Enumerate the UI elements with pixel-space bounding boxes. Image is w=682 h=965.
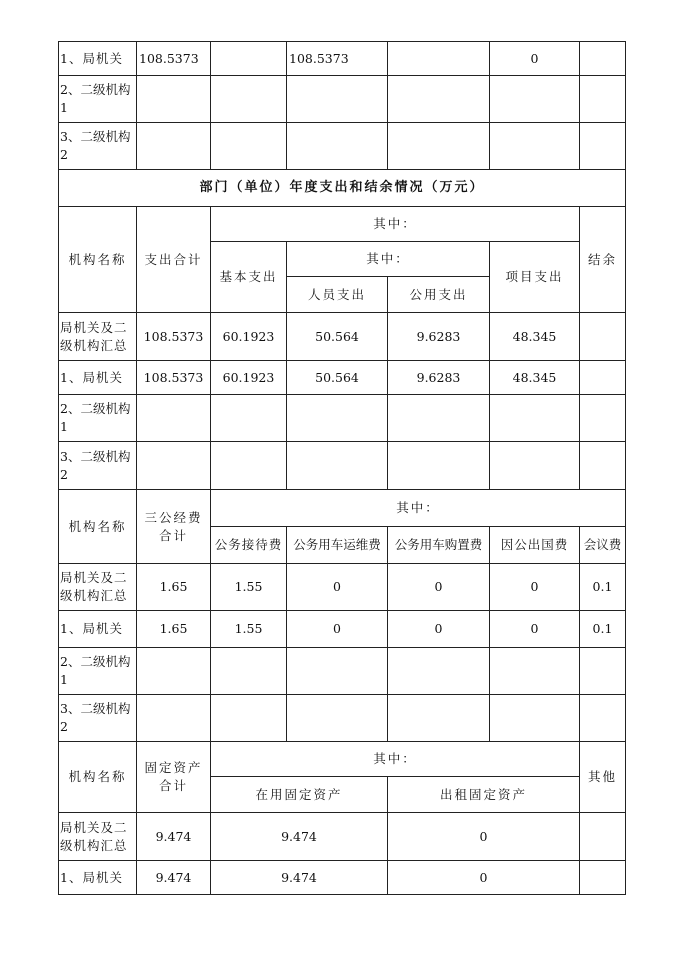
- org-name-cell: 1、局机关: [59, 42, 137, 76]
- header-other: 其他: [580, 742, 626, 813]
- section-title-row: [59, 170, 626, 207]
- value-cell: 108.5373: [137, 361, 211, 395]
- header-assets-rented: 出租固定资产: [388, 777, 580, 813]
- value-cell: 60.1923: [211, 361, 287, 395]
- table-row: [59, 42, 626, 76]
- table-row: [59, 395, 626, 442]
- value-cell: [211, 76, 287, 123]
- org-name-cell: 3、二级机构2: [59, 695, 137, 742]
- value-cell: [580, 123, 626, 170]
- value-cell: 50.564: [287, 361, 388, 395]
- header-car-maintenance: 公务用车运维费: [287, 527, 388, 564]
- org-name-cell: 局机关及二级机构汇总: [59, 813, 137, 861]
- value-cell: 108.5373: [287, 42, 388, 76]
- header-org-name: 机构名称: [59, 490, 137, 564]
- value-cell: [211, 123, 287, 170]
- value-cell: [211, 442, 287, 490]
- value-cell: [388, 76, 490, 123]
- value-cell: 1.55: [211, 611, 287, 648]
- org-name-cell: 3、二级机构2: [59, 123, 137, 170]
- value-cell: 0: [287, 611, 388, 648]
- value-cell: 0: [388, 564, 490, 611]
- value-cell: [580, 395, 626, 442]
- value-cell: 9.474: [137, 813, 211, 861]
- header-row: [59, 490, 626, 527]
- value-cell: [490, 123, 580, 170]
- value-cell: [137, 695, 211, 742]
- value-cell: [580, 695, 626, 742]
- header-abroad: 因公出国费: [490, 527, 580, 564]
- value-cell: [490, 695, 580, 742]
- value-cell: 0.1: [580, 564, 626, 611]
- header-three-public-total: 三公经费合计: [137, 490, 211, 564]
- value-cell: 108.5373: [137, 313, 211, 361]
- value-cell: [490, 76, 580, 123]
- value-cell: 9.474: [137, 861, 211, 895]
- table-row: [59, 611, 626, 648]
- value-cell: 1.55: [211, 564, 287, 611]
- org-name-cell: 2、二级机构1: [59, 395, 137, 442]
- value-cell: 0: [287, 564, 388, 611]
- header-personnel-expense: 人员支出: [287, 277, 388, 313]
- value-cell: [388, 648, 490, 695]
- value-cell: [211, 395, 287, 442]
- value-cell: 48.345: [490, 313, 580, 361]
- value-cell: [388, 695, 490, 742]
- value-cell: 1.65: [137, 564, 211, 611]
- header-org-name: 机构名称: [59, 207, 137, 313]
- header-among-basic: 其中：: [287, 242, 490, 277]
- value-cell: [287, 123, 388, 170]
- value-cell: [211, 42, 287, 76]
- header-public-expense: 公用支出: [388, 277, 490, 313]
- value-cell: 9.474: [211, 813, 388, 861]
- table-row: [59, 313, 626, 361]
- value-cell: [287, 648, 388, 695]
- value-cell: [137, 648, 211, 695]
- table-row: [59, 123, 626, 170]
- value-cell: [490, 442, 580, 490]
- value-cell: 0.1: [580, 611, 626, 648]
- value-cell: [580, 42, 626, 76]
- header-project-expense: 项目支出: [490, 242, 580, 313]
- value-cell: 9.6283: [388, 361, 490, 395]
- value-cell: [490, 648, 580, 695]
- table-row: [59, 76, 626, 123]
- value-cell: [287, 695, 388, 742]
- value-cell: [388, 42, 490, 76]
- value-cell: 48.345: [490, 361, 580, 395]
- value-cell: [137, 442, 211, 490]
- value-cell: [137, 123, 211, 170]
- value-cell: [580, 861, 626, 895]
- org-name-cell: 局机关及二级机构汇总: [59, 313, 137, 361]
- value-cell: [580, 813, 626, 861]
- value-cell: [287, 395, 388, 442]
- value-cell: [388, 442, 490, 490]
- header-assets-in-use: 在用固定资产: [211, 777, 388, 813]
- value-cell: 60.1923: [211, 313, 287, 361]
- value-cell: 108.5373: [137, 42, 211, 76]
- header-org-name: 机构名称: [59, 742, 137, 813]
- org-name-cell: 局机关及二级机构汇总: [59, 564, 137, 611]
- value-cell: [388, 123, 490, 170]
- header-basic-expense: 基本支出: [211, 242, 287, 313]
- value-cell: [580, 648, 626, 695]
- value-cell: [580, 442, 626, 490]
- value-cell: [580, 313, 626, 361]
- table-row: [59, 361, 626, 395]
- value-cell: [490, 395, 580, 442]
- value-cell: [137, 395, 211, 442]
- value-cell: 9.6283: [388, 313, 490, 361]
- org-name-cell: 3、二级机构2: [59, 442, 137, 490]
- org-name-cell: 1、局机关: [59, 361, 137, 395]
- value-cell: 0: [490, 42, 580, 76]
- header-asset-total: 固定资产合计: [137, 742, 211, 813]
- header-car-purchase: 公务用车购置费: [388, 527, 490, 564]
- org-name-cell: 2、二级机构1: [59, 648, 137, 695]
- value-cell: 0: [388, 861, 580, 895]
- value-cell: 0: [388, 813, 580, 861]
- value-cell: [580, 361, 626, 395]
- value-cell: [211, 695, 287, 742]
- header-expense-total: 支出合计: [137, 207, 211, 313]
- value-cell: [287, 442, 388, 490]
- value-cell: [287, 76, 388, 123]
- org-name-cell: 1、局机关: [59, 861, 137, 895]
- value-cell: 50.564: [287, 313, 388, 361]
- header-among: 其中：: [211, 490, 626, 527]
- value-cell: 0: [490, 564, 580, 611]
- table-row: [59, 564, 626, 611]
- value-cell: 9.474: [211, 861, 388, 895]
- value-cell: [211, 648, 287, 695]
- value-cell: [580, 76, 626, 123]
- header-among: 其中：: [211, 742, 580, 777]
- table-row: [59, 442, 626, 490]
- table-row: [59, 695, 626, 742]
- finance-table: [58, 41, 626, 895]
- header-row: [59, 207, 626, 242]
- header-row: [59, 742, 626, 777]
- value-cell: 1.65: [137, 611, 211, 648]
- section-title: 部门（单位）年度支出和结余情况（万元）: [59, 170, 626, 207]
- header-balance: 结余: [580, 207, 626, 313]
- value-cell: 0: [388, 611, 490, 648]
- org-name-cell: 2、二级机构1: [59, 76, 137, 123]
- table-row: [59, 648, 626, 695]
- header-meeting: 会议费: [580, 527, 626, 564]
- header-among: 其中：: [211, 207, 580, 242]
- org-name-cell: 1、局机关: [59, 611, 137, 648]
- table-row: [59, 813, 626, 861]
- value-cell: [137, 76, 211, 123]
- value-cell: [388, 395, 490, 442]
- value-cell: 0: [490, 611, 580, 648]
- header-reception: 公务接待费: [211, 527, 287, 564]
- table-row: [59, 861, 626, 895]
